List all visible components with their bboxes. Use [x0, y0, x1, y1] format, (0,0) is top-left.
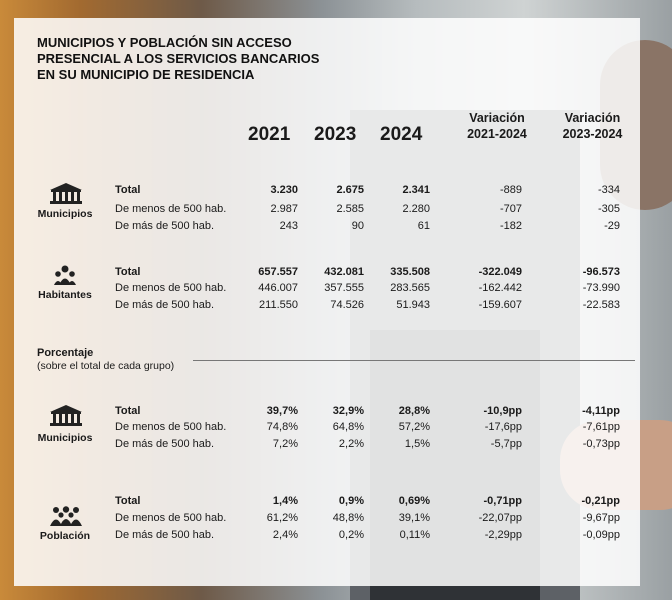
- table-cell: -96.573: [582, 266, 620, 278]
- row-label-total: Total: [115, 405, 141, 417]
- table-cell: 48,8%: [332, 512, 364, 524]
- table-cell: 90: [351, 220, 364, 232]
- table-cell: 28,8%: [398, 405, 430, 417]
- porcentaje-label: Porcentaje: [37, 347, 94, 359]
- table-cell: -2,29pp: [484, 529, 522, 541]
- table-cell: 2.987: [270, 203, 298, 215]
- table-cell: -29: [604, 220, 620, 232]
- row-label-menos: De menos de 500 hab.: [115, 512, 227, 524]
- table-cell: -9,67pp: [582, 512, 620, 524]
- table-cell: 0,9%: [338, 495, 364, 507]
- table-cell: 74,8%: [266, 421, 298, 433]
- table-cell: -162.442: [478, 282, 522, 294]
- table-cell: -5,7pp: [490, 438, 522, 450]
- row-label-mas: De más de 500 hab.: [115, 438, 215, 450]
- header-variacion-2021-2024: [452, 110, 542, 142]
- table-cell: 446.007: [258, 282, 298, 294]
- header-line: 2021-2024: [467, 127, 527, 141]
- table-cell: 74.526: [330, 299, 364, 311]
- table-cell: 57,2%: [398, 421, 430, 433]
- table-cell: 0,11%: [399, 529, 430, 541]
- table-cell: 2.341: [402, 184, 430, 196]
- table-cell: -4,11pp: [582, 405, 620, 417]
- people-crowd-icon: [50, 506, 82, 526]
- table-cell: 32,9%: [332, 405, 364, 417]
- row-label-menos: De menos de 500 hab.: [115, 421, 227, 433]
- table-cell: 61,2%: [266, 512, 298, 524]
- table-cell: 2.280: [402, 203, 430, 215]
- table-cell: 7,2%: [272, 438, 298, 450]
- row-label-mas: De más de 500 hab.: [115, 220, 215, 232]
- title-line: PRESENCIAL A LOS SERVICIOS BANCARIOS: [37, 51, 320, 66]
- table-cell: -22,07pp: [478, 512, 522, 524]
- table-cell: -73.990: [582, 282, 620, 294]
- table-cell: 211.550: [259, 299, 298, 311]
- table-cell: 357.555: [324, 282, 364, 294]
- header-2021: 2021: [248, 124, 291, 145]
- table-cell: 2.675: [336, 184, 364, 196]
- people-group-icon: [54, 265, 76, 285]
- table-cell: 39,7%: [266, 405, 298, 417]
- header-2024: 2024: [380, 124, 423, 145]
- section-label-habitantes: Habitantes: [38, 289, 92, 301]
- table-cell: 432.081: [324, 266, 364, 278]
- row-label-menos: De menos de 500 hab.: [115, 203, 227, 215]
- row-label-mas: De más de 500 hab.: [115, 299, 215, 311]
- section-label-municipios: Municipios: [37, 208, 93, 220]
- town-hall-icon: [48, 182, 84, 204]
- header-2023: 2023: [314, 124, 357, 145]
- table-cell: -7,61pp: [582, 421, 620, 433]
- title-line: EN SU MUNICIPIO DE RESIDENCIA: [37, 67, 255, 82]
- table-cell: -0,73pp: [582, 438, 620, 450]
- table-cell: 283.565: [390, 282, 430, 294]
- table-cell: 2.585: [336, 203, 364, 215]
- table-cell: -22.583: [582, 299, 620, 311]
- table-cell: -707: [499, 203, 522, 215]
- table-cell: 64,8%: [332, 421, 364, 433]
- header-variacion-2023-2024: [545, 110, 640, 142]
- table-cell: 61: [417, 220, 430, 232]
- table-cell: -334: [597, 184, 620, 196]
- header-line: Variación: [564, 111, 621, 125]
- row-label-menos: De menos de 500 hab.: [115, 282, 227, 294]
- section-divider: [193, 360, 635, 361]
- table-cell: 657.557: [258, 266, 298, 278]
- porcentaje-subtitle: (sobre el total de cada grupo): [37, 360, 175, 372]
- row-label-mas: De más de 500 hab.: [115, 529, 215, 541]
- table-cell: 0,69%: [398, 495, 430, 507]
- header-line: 2023-2024: [562, 127, 623, 141]
- table-cell: 335.508: [390, 266, 430, 278]
- infographic-title: [37, 35, 319, 83]
- table-cell: -0,09pp: [582, 529, 620, 541]
- table-cell: -182: [499, 220, 522, 232]
- table-cell: -0,21pp: [581, 495, 620, 507]
- row-label-total: Total: [115, 266, 141, 278]
- table-cell: 2,4%: [272, 529, 298, 541]
- row-label-total: Total: [115, 495, 141, 507]
- table-cell: 51.943: [396, 299, 430, 311]
- section-label-municipios: Municipios: [37, 432, 93, 444]
- town-hall-icon: [48, 404, 84, 426]
- table-cell: -17,6pp: [484, 421, 522, 433]
- row-label-total: Total: [115, 184, 141, 196]
- table-cell: -305: [597, 203, 620, 215]
- table-cell: 2,2%: [338, 438, 364, 450]
- title-line: MUNICIPIOS Y POBLACIÓN SIN ACCESO: [37, 35, 292, 50]
- table-cell: 1,5%: [404, 438, 430, 450]
- table-cell: 3.230: [270, 184, 298, 196]
- table-cell: 243: [279, 220, 298, 232]
- table-cell: -322.049: [478, 266, 522, 278]
- table-cell: -889: [499, 184, 522, 196]
- table-cell: 1,4%: [272, 495, 298, 507]
- section-label-poblacion: Población: [39, 530, 91, 542]
- table-cell: 0,2%: [338, 529, 364, 541]
- header-line: Variación: [469, 111, 525, 125]
- table-cell: -0,71pp: [483, 495, 522, 507]
- table-cell: -159.607: [478, 299, 522, 311]
- table-cell: 39,1%: [398, 512, 430, 524]
- table-cell: -10,9pp: [483, 405, 522, 417]
